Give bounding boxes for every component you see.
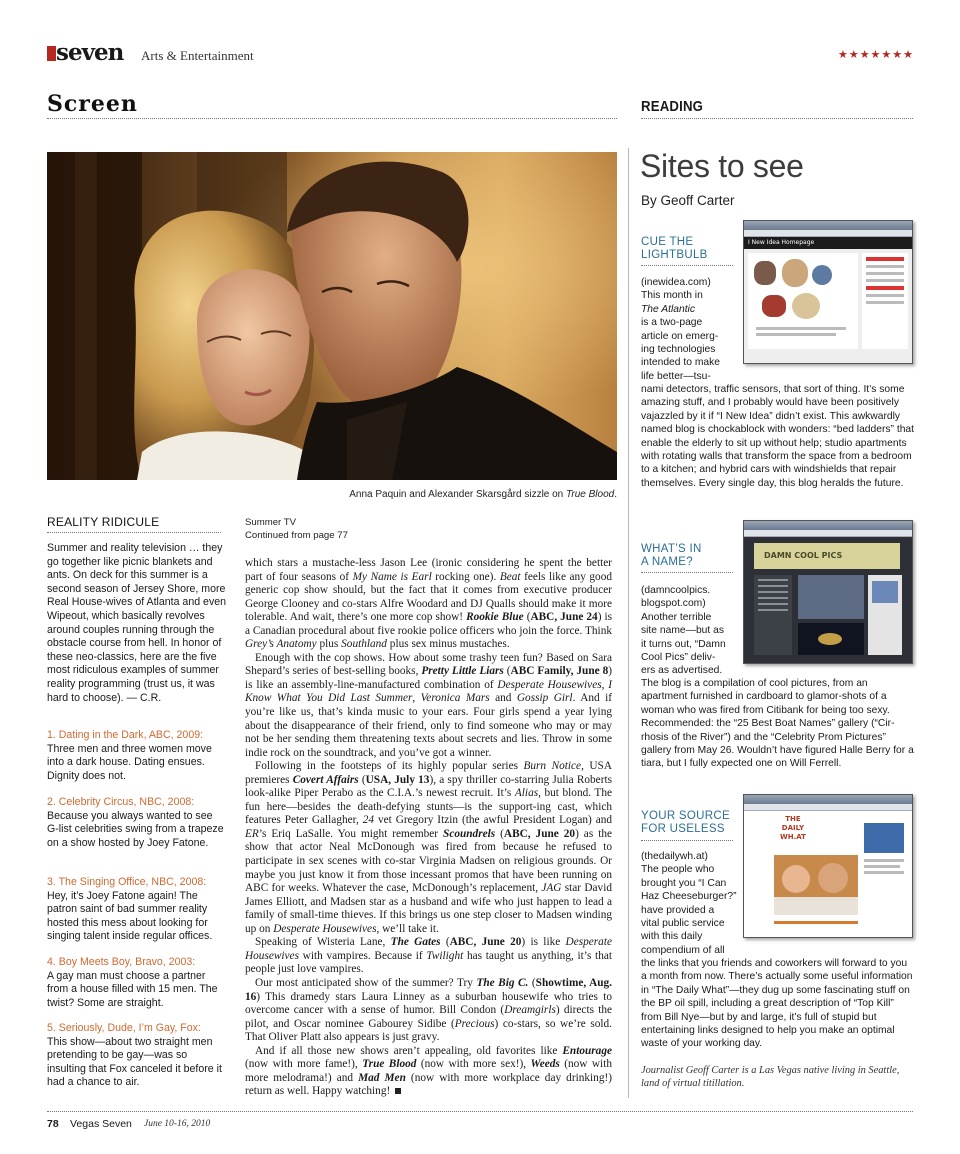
section-name: Arts & Entertainment bbox=[141, 48, 254, 63]
rating-stars: ★★★★★★★ bbox=[837, 48, 914, 61]
summer-tv-article bbox=[245, 557, 612, 1099]
reality-item-4 bbox=[47, 956, 227, 1010]
blurb-lead: (thedailywh.at) The people who brought you “I Can Haz Cheeseburger?” have provided a vital public service with this daily compendium of all bbox=[641, 851, 737, 956]
blurb-body: The blog is a compilation of cool pictures, from an apartment furnished in cardboard to glamor-shots of a woman who was fired from Citibank for being too sexy. Recommended: the “25 Best Boat Names” gallery (“Cir-rhosis of the River”) and the “Celebrity Prom Pictures” gallery from May 26. Wouldn’t have figured Halle Berry for a tiara, but I fully expected one on Will Ferrell. bbox=[641, 678, 914, 770]
reality-item-text: Three men and three women move into a dark house. Dating ensues. Dignity does not. bbox=[47, 742, 212, 782]
blurb-divider bbox=[641, 265, 733, 266]
thedailywhat-logo: THE DAILY WH.AT bbox=[780, 815, 806, 841]
byline: By Geoff Carter bbox=[641, 193, 735, 208]
true-blood-photo bbox=[47, 152, 617, 480]
reality-item-rank: 3. The Singing Office, NBC, 2008: bbox=[47, 876, 207, 888]
reality-item-text: This show—about two straight men pretending to be gay—was so insulting that Fox canceled it before it had a chance to air. bbox=[47, 1035, 222, 1089]
reading-divider bbox=[641, 118, 913, 119]
reality-item-rank: 1. Dating in the Dark, ABC, 2009: bbox=[47, 729, 204, 741]
article-paragraph: Our most anticipated show of the summer? Try The Big C. (Showtime, Aug. 16) This dramedy stars Laura Linney as a suburban housewife who tries to overcome cancer with a sense of humor. Bill Condon (Dreamgirls) directs the pilot, and Oscar nominee Gabourey Sidibe (Precious) co-stars, so we’re sold. That Oliver Platt also appears is just gravy. bbox=[245, 976, 613, 1044]
damncoolpics-site-header: DAMN COOL PICS bbox=[754, 543, 900, 569]
reality-item-rank: 4. Boy Meets Boy, Bravo, 2003: bbox=[47, 956, 196, 968]
blurb-lead: (damncoolpics. blogspot.com) Another terrible site name—but as it turns out, “Damn Cool Pics” deliv- ers as advertised. bbox=[641, 585, 726, 677]
publication-name: Vegas Seven bbox=[70, 1118, 132, 1130]
brand-mark bbox=[47, 46, 56, 61]
article-paragraph: Enough with the cop shows. How about some trashy teen fun? Based on Sara Shepard’s series of best-selling books, Pretty Little Liars (ABC Family, June 8) is like an assembly-line-manufactured combination of Desperate Housewives, I Know What You Did Last Summer, Veronica Mars and Gossip Girl. And if you’re like us, that’s kinda music to your ears. Four girls spend a year lying about the disappearance of their friend, only to find someone who may or may not be her sending them threatening texts about secrets and lies. Throw in some indie rock on the soundtrack, and you’ve got a winner. bbox=[245, 651, 613, 759]
reality-item-text: Because you always wanted to see G-list celebrities swing from a trapeze on a show hosted by Joey Fatone. bbox=[47, 809, 224, 849]
reality-intro: Summer and reality television … they go together like picnic blankets and ants. On deck for this summer is a second season of Jersey Shore, more Real House-wives of Atlanta and even Wipeout, which basically revolves around couples running through the obstacle course from hell. In honor of these neo-classics, here are the five most ridiculous examples of summer reality programming (trust us, it was hard to choose). — C.R. bbox=[47, 542, 227, 704]
sites-to-see-title: Sites to see bbox=[640, 148, 804, 184]
reality-item-text: Hey, it’s Joey Fatone again! The patron saint of bad summer reality hosted this mess about looking for singing talent inside regular offices. bbox=[47, 889, 213, 943]
author-bio: Journalist Geoff Carter is a Las Vegas native living in Seattle, land of virtual titillation. bbox=[641, 1065, 900, 1090]
blurb-divider bbox=[641, 572, 733, 573]
blurb-lead: (inewidea.com) This month in The Atlantic is a two-page article on emerg- ing technologies intended to make life better—tsu- bbox=[641, 277, 720, 382]
article-paragraph: And if all those new shows aren’t appealing, old favorites like Entourage (now with more fame!), True Blood (now with more sex!), Weeds (now with more melodrama!) and Mad Men (now with more workplace day drinking!) return as well. Happy watching! bbox=[245, 1044, 612, 1098]
article-paragraph: Speaking of Wisteria Lane, The Gates (ABC, June 20) is like Desperate Housewives with vampires. Because if Twilight has taught us anything, it’s that people just love vampires. bbox=[245, 936, 612, 976]
reality-divider bbox=[47, 532, 221, 533]
reality-item-rank: 2. Celebrity Circus, NBC, 2008: bbox=[47, 796, 195, 808]
reading-section-title: READING bbox=[641, 98, 704, 115]
your-source-for-useless-heading: YOUR SOURCE FOR USELESS bbox=[641, 810, 730, 835]
thedailywhat-screenshot bbox=[743, 794, 913, 938]
blurb-body: the links that you friends and coworkers will forward to you a month from now. There’s actually some useful information in “The Daily What”—they dug up some fascinating stuff on the BP oil spill, including a great description of “Top Kill” from Bill Nye—but by and large, it’s full of stupid but entertaining links designed to help you make an optimal waste of your working day. bbox=[641, 958, 913, 1050]
inewidea-site-header: I New Idea Homepage bbox=[744, 237, 912, 249]
reality-item-3 bbox=[47, 876, 227, 944]
reality-item-1 bbox=[47, 729, 227, 783]
inewidea-screenshot bbox=[743, 220, 913, 364]
footer-divider bbox=[47, 1111, 913, 1112]
end-mark-icon bbox=[395, 1088, 401, 1094]
blurb-divider bbox=[641, 840, 733, 841]
reality-item-2 bbox=[47, 796, 227, 850]
photo-caption: Anna Paquin and Alexander Skarsgård sizzle on True Blood. bbox=[349, 489, 617, 500]
page-number: 78 bbox=[47, 1118, 59, 1130]
cue-the-lightbulb-heading: CUE THE LIGHTBULB bbox=[641, 236, 708, 261]
reality-item-5 bbox=[47, 1022, 227, 1090]
issue-date: June 10-16, 2010 bbox=[144, 1119, 211, 1129]
column-divider bbox=[628, 148, 629, 1098]
blurb-body: nami detectors, traffic sensors, that sort of thing. It’s some amazing stuff, and I probably would have been positively vajazzled by it if “I New Idea” didn’t exist. This awkwardly named blog is chockablock with wonders: “bed ladders” that enable the elderly to sit up without help; studio apartments with rotating walls that transform the space from a bedroom to a kitchen; and hybrid cars with windshields that repair themselves. Every single day, this blog heralds the future. bbox=[641, 384, 915, 489]
brand-name: seven bbox=[56, 39, 124, 66]
screen-section-title: Screen bbox=[47, 91, 138, 117]
whats-in-a-name-heading: WHAT’S IN A NAME? bbox=[641, 543, 702, 568]
screen-divider bbox=[47, 118, 617, 119]
reality-item-rank: 5. Seriously, Dude, I’m Gay, Fox: bbox=[47, 1022, 201, 1034]
article-kicker: Summer TV Continued from page 77 bbox=[245, 517, 348, 541]
article-paragraph: Following in the footsteps of its highly popular series Burn Notice, USA premieres Covert Affairs (USA, July 13), a spy thriller co-starring Julia Roberts look-alike Piper Perabo as the C.I.A.’s newest recruit. It’s Alias, but blond. The fun here—besides the death-defying stunts—is the support-ing cast, which features Peter Gallagher, 24 vet Gregory Itzin (the awful President Logan) and ER’s Eriq LaSalle. You might remember Scoundrels (ABC, June 20) as the show that actor Neal McDonough was fired from because he refused to participate in sex scenes with co-star Virginia Madsen on religious grounds. Or maybe you just know it from those incessant promos that have been running on ABC for weeks. Whatever the case, McDonough’s replacement, JAG star David James Elliott, and Madsen star as a husband and wife who just happen to lead a family of small-time thieves. If this brings us one step closer to Madsen winding up on Desperate Housewives, we’ll take it. bbox=[245, 760, 613, 935]
damncoolpics-screenshot bbox=[743, 520, 913, 664]
article-paragraph: which stars a mustache-less Jason Lee (ironic considering he spent the better part of four seasons of My Name is Earl rocking one). Beat feels like any good generic cop show should, but the fact that it comes from executive producer George Clooney and co-stars Alfre Woodard and DJ Qualls should make it more tolerable. And wait, there’s one more cop show! Rookie Blue (ABC, June 24) is a Canadian procedural about five rookie police officers who join the force. Think Grey’s Anatomy plus Southland plus sex minus mustaches. bbox=[245, 557, 613, 651]
reality-item-text: A gay man must choose a partner from a house filled with 15 men. The twist? Some are straight. bbox=[47, 969, 218, 1009]
reality-ridicule-heading: REALITY RIDICULE bbox=[47, 515, 160, 529]
